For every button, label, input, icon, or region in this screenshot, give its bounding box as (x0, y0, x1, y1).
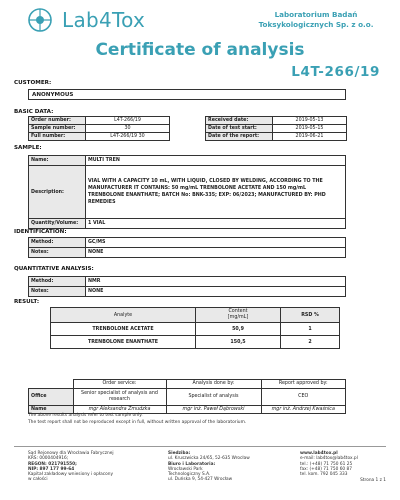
col-analyte: Analyte (51, 308, 196, 323)
table-row (29, 388, 346, 405)
footer-text: NIP: 897 177 99-64 (28, 466, 75, 472)
signatures-table (28, 379, 346, 414)
table-row (29, 248, 346, 258)
footer-divider (14, 446, 386, 447)
email-link[interactable]: e-mail: lab4tox@lab4tox.pl (300, 456, 358, 462)
lab4tox-logo-icon (20, 6, 60, 34)
footer-contact (300, 451, 390, 477)
order-number-value: L4T-266/19 (86, 117, 170, 125)
sample-name-label: Name: (29, 156, 86, 166)
identification-notes-value: NONE (86, 248, 346, 258)
approved-name: mgr inż. Andrzej Kwaśnica (261, 405, 346, 413)
quantitative-table (28, 276, 346, 297)
footer-text: tel. kom. 792 045 333 (300, 472, 348, 478)
analyte-cell: TRENBOLONE ACETATE (51, 323, 196, 336)
table-row (51, 323, 340, 336)
test-start-value: 2019-05-15 (273, 125, 347, 133)
quantity-label: Quantity/Volume: (29, 219, 86, 229)
col-order-service: Order service: (73, 380, 166, 389)
lab-name (246, 10, 386, 30)
table-row (29, 287, 346, 297)
logo-text: Lab4Tox (62, 8, 146, 32)
footer-text: Technologiczny S.A. (168, 472, 211, 478)
footer-text: w całości (28, 477, 48, 483)
customer-name: ANONYMOUS (28, 89, 346, 100)
col-analysis-done: Analysis done by: (166, 380, 261, 389)
identification-heading: IDENTIFICATION: (14, 229, 67, 235)
page-number: Strona 1 z 1 (360, 478, 386, 483)
table-row (29, 166, 346, 219)
full-number-value: L4T-266/19 30 (86, 133, 170, 141)
order-number-label: Order number: (29, 117, 86, 125)
table-header-row (29, 380, 346, 389)
col-content-line2: [mg/mL] (227, 315, 249, 320)
sample-number-label: Sample number: (29, 125, 86, 133)
table-row (29, 277, 346, 287)
quantitative-method-value: NMR (86, 277, 346, 287)
table-row (206, 117, 347, 125)
basic-data-right-table (205, 116, 347, 141)
basic-data-heading: BASIC DATA: (14, 109, 54, 115)
report-date-value: 2019-06-21 (273, 133, 347, 141)
full-number-label: Full number: (29, 133, 86, 141)
content-cell: 150,5 (196, 336, 281, 349)
quantity-value: 1 VIAL (86, 219, 346, 229)
footer-registry (28, 451, 148, 483)
result-heading: RESULT: (14, 299, 40, 305)
footer-text: KRS: 0000404916; (28, 456, 69, 462)
test-start-label: Date of test start: (206, 125, 273, 133)
table-row (29, 219, 346, 229)
content-cell: 50,9 (196, 323, 281, 336)
footer-text: Sąd Rejonowy dla Wrocławia Fabrycznej (28, 451, 114, 456)
identification-table (28, 237, 346, 258)
table-row (29, 117, 170, 125)
footer-text: REGON: 021791550; (28, 461, 77, 467)
basic-data-left-table (28, 116, 170, 141)
description-label: Description: (29, 166, 86, 219)
footer-text: tel.: (+48) 71 750 61 25 (300, 461, 353, 467)
certificate-title: Certificate of analysis (95, 40, 305, 60)
empty-cell (29, 380, 74, 389)
sample-name-value: MULTI TREN (86, 156, 346, 166)
col-content-line1: Content (228, 309, 248, 314)
footer-text: Kapitał zakładowy wniesiony i opłacony (28, 472, 114, 478)
order-role: Senior specialist of analysis and research (73, 388, 166, 405)
table-header-row (51, 308, 340, 323)
received-date-label: Received date: (206, 117, 273, 125)
table-row (29, 156, 346, 166)
note-line1: The above results analysis refer to test sample only. (28, 413, 143, 418)
lab-name-line1: Laboratorium Badań (274, 10, 358, 19)
sample-heading: SAMPLE: (14, 145, 42, 151)
footer-text: Siedziba: (168, 451, 191, 456)
footer-text: ul. Kruszwicka 24/65, 52-635 Wrocław (168, 456, 250, 462)
table-row (51, 336, 340, 349)
quantitative-heading: QUANTITATIVE ANALYSIS: (14, 266, 94, 272)
website-link[interactable]: www.lab4tox.pl (300, 451, 338, 456)
sample-table (28, 155, 346, 229)
col-rsd: RSD % (281, 308, 340, 323)
lab-name-line2: Toksykologicznych Sp. z o.o. (258, 20, 374, 29)
identification-method-label: Method: (29, 238, 86, 248)
office-label: Office (29, 388, 74, 405)
footer-text: Wrocławski Park (168, 466, 203, 472)
rsd-cell: 1 (281, 323, 340, 336)
table-row (29, 405, 346, 413)
table-row (206, 133, 347, 141)
table-row (29, 238, 346, 248)
report-date-label: Date of the report: (206, 133, 273, 141)
footer-address (168, 451, 288, 483)
analyte-cell: TRENBOLONE ENANTHATE (51, 336, 196, 349)
footer-text: fax: (+48) 71 750 60 87 (300, 466, 352, 472)
certificate-number: L4T-266/19 (291, 64, 380, 80)
col-report-approved: Report approved by: (261, 380, 346, 389)
order-name: mgr Aleksandra Żmudzka (73, 405, 166, 413)
approved-role: CEO (261, 388, 346, 405)
rsd-cell: 2 (281, 336, 340, 349)
description-value: VIAL WITH A CAPACITY 10 mL, WITH LIQUID, CLOSED BY WELDING, ACCORDING TO THE MANUFACTURER IT CONTAINS: 50 mg/mL TRENBOLONE ACETATE AND 150 mg/mL TRENBOLONE ENANTHATE; BATCH No: BNK-335; EXP: 06/2023; MANUFACTURED BY: PHD REMEDIES (86, 166, 346, 219)
identification-method-value: GC/MS (86, 238, 346, 248)
table-row (29, 125, 170, 133)
quantitative-method-label: Method: (29, 277, 86, 287)
analysis-role: Specialist of analysis (166, 388, 261, 405)
analysis-name: mgr inż. Paweł Dąbrowski (166, 405, 261, 413)
sample-number-value: 30 (86, 125, 170, 133)
result-table (50, 307, 340, 349)
quantitative-notes-value: NONE (86, 287, 346, 297)
footer-text: ul. Duńska 9, 54-427 Wrocław (168, 477, 233, 483)
table-row (29, 133, 170, 141)
name-label: Name (29, 405, 74, 413)
quantitative-notes-label: Notes: (29, 287, 86, 297)
customer-heading: CUSTOMER: (14, 80, 52, 86)
table-row (206, 125, 347, 133)
received-date-value: 2019-05-13 (273, 117, 347, 125)
col-content (196, 308, 281, 323)
footer-text: Biuro i Laboratoria: (168, 461, 216, 467)
identification-notes-label: Notes: (29, 248, 86, 258)
note-line2: The test report shall not be reproduced except in full, without written approval of the laboratorium. (28, 420, 247, 425)
